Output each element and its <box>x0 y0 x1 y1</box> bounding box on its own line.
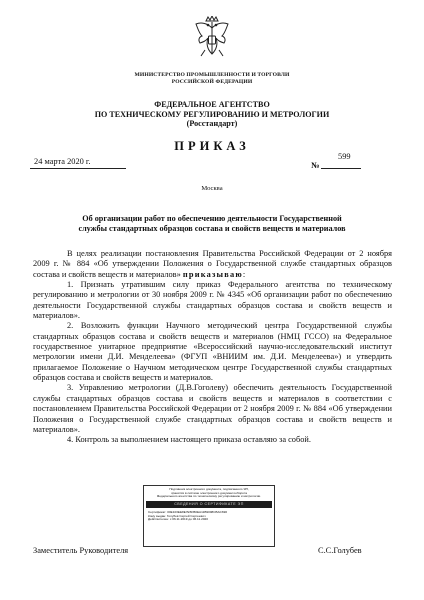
signatory-name: С.С.Голубев <box>318 546 362 555</box>
stamp-header-line: Подлинник электронного документа, подписанного ЭП, <box>169 487 249 491</box>
ministry-name <box>0 72 424 85</box>
date-underline <box>30 168 126 169</box>
order-body <box>33 249 392 446</box>
stamp-details <box>144 508 274 522</box>
stamp-band: СВЕДЕНИЯ О СЕРТИФИКАТЕ ЭП <box>146 501 272 508</box>
signatory-position: Заместитель Руководителя <box>33 546 129 555</box>
preamble-paragraph <box>33 249 392 280</box>
order-subject <box>60 214 364 235</box>
stamp-header-line: хранится в системе электронного документооборота <box>171 490 247 495</box>
city: Москва <box>201 185 223 192</box>
order-number: 599 <box>338 152 351 161</box>
stamp-header <box>144 486 274 499</box>
number-sign: № <box>311 161 320 170</box>
order-date: 24 марта 2020 г. <box>34 157 91 166</box>
electronic-signature-stamp <box>143 485 275 547</box>
stamp-owner: Кому выдан: Голубев Сергей Сергеевич <box>148 513 206 518</box>
agency-short-name: (Росстандарт) <box>186 119 238 129</box>
stamp-header-line: Федерального агентства по техническому регулированию и метрологии. <box>156 494 262 499</box>
agency-line: ПО ТЕХНИЧЕСКОМУ РЕГУЛИРОВАНИЮ И МЕТРОЛОГИИ <box>94 109 330 119</box>
preamble-colon: : <box>242 269 246 279</box>
order-keyword: приказываю <box>182 269 243 279</box>
ministry-line: МИНИСТЕРСТВО ПРОМЫШЛЕННОСТИ И ТОРГОВЛИ <box>134 72 290 78</box>
subject-line: службы стандартных образцов состава и свойств веществ и материалов <box>78 224 346 234</box>
clause-1: 1. Признать утратившим силу приказ Федерального агентства по техническому регулированию и метрологии от 30 ноября 2009 г. № 4345 «Об организации работ по обеспечению деятельности Государственной службы стандартных образцов состава и свойств веществ и материалов». <box>33 280 392 321</box>
ministry-line: РОССИЙСКОЙ ФЕДЕРАЦИИ <box>171 78 253 85</box>
clause-2: 2. Возложить функции Научного методический центра Государственной службы стандартных образцов состава и свойств веществ и материалов (НМЦ ГССО) на Федеральное государственное унитарное предприятие «Всероссийский научно-исследовательский институт метрологии имени Д.И. Менделеева» (ФГУП «ВНИИМ им. Д.И. Менделеева») и утвердить прилагаемое Положение о Научном методическом центре Государственной службы стандартных образцов состава и свойств веществ и материалов. <box>33 321 392 383</box>
clause-3: 3. Управлению метрологии (Д.В.Гоголеву) обеспечить деятельность Государственной службы стандартных образцов состава и свойств веществ и материалов в соответствии с постановлением Правительства Российской Федерации от 2 ноября 2009 г. № 884 «Об утверждении Положения о Государственной службе стандартных образцов состава и свойств веществ и материалов». <box>33 383 392 434</box>
stamp-validity: Действителен: с 06.11.2019 до 06.11.2020 <box>148 517 208 522</box>
clause-4: 4. Контроль за выполнением настоящего приказа оставляю за собой. <box>67 435 311 445</box>
preamble-text: В целях реализации постановления Правительства Российской Федерации от 2 ноября 2009 г. № 884 «Об утверждении Положения о Государственной службе стандартных образцов состава и свойств веществ и материалов» <box>33 249 392 279</box>
number-underline <box>321 168 361 169</box>
order-title: ПРИКАЗ <box>174 139 250 153</box>
coat-of-arms-icon <box>193 16 231 58</box>
agency-name <box>0 100 424 129</box>
subject-line: Об организации работ по обеспечению деятельности Государственной <box>82 214 342 223</box>
agency-line: ФЕДЕРАЛЬНОЕ АГЕНТСТВО <box>154 100 270 109</box>
stamp-certificate: Сертификат: 00E103EE8E7E5FB0EA11B9008CBAC690 <box>148 509 228 514</box>
